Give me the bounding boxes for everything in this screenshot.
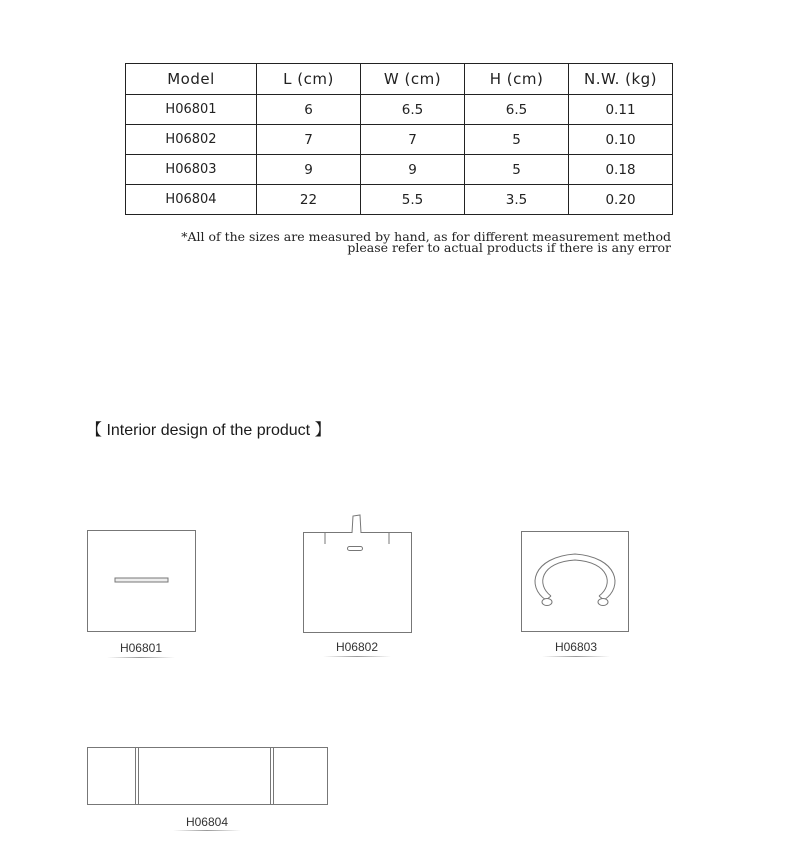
product-image-h06801: [87, 530, 196, 632]
cell-model: H06804: [126, 185, 257, 215]
section-title: 【 Interior design of the product 】: [86, 422, 331, 439]
cell-net-weight: 0.10: [569, 125, 673, 155]
cell-net-weight: 0.18: [569, 155, 673, 185]
pendant-hook-insert-icon: [300, 512, 414, 634]
column-header-net-weight: N.W. (kg): [569, 64, 673, 95]
column-header-height: H (cm): [465, 64, 569, 95]
cell-width: 9: [361, 155, 465, 185]
product-caption-h06803: H06803: [554, 640, 598, 654]
product-caption-h06804: H06804: [185, 815, 229, 829]
cell-height: 5: [465, 125, 569, 155]
cell-width: 7: [361, 125, 465, 155]
cell-length: 6: [257, 95, 361, 125]
table-row: [126, 125, 673, 155]
caption-underline: [107, 657, 175, 658]
column-header-length: L (cm): [257, 64, 361, 95]
column-header-model: Model: [126, 64, 257, 95]
measurement-note: [181, 231, 671, 253]
caption-underline: [173, 830, 241, 831]
cell-width: 5.5: [361, 185, 465, 215]
cell-length: 9: [257, 155, 361, 185]
table-header-row: [126, 64, 673, 95]
ring-slot-insert-icon: [88, 531, 195, 631]
table-row: [126, 95, 673, 125]
caption-underline: [323, 656, 391, 657]
bracelet-pillow-insert-icon: [86, 746, 329, 807]
column-header-width: W (cm): [361, 64, 465, 95]
cell-model: H06801: [126, 95, 257, 125]
cell-width: 6.5: [361, 95, 465, 125]
cell-length: 7: [257, 125, 361, 155]
cell-length: 22: [257, 185, 361, 215]
cell-net-weight: 0.20: [569, 185, 673, 215]
product-caption-h06802: H06802: [335, 640, 379, 654]
cell-height: 6.5: [465, 95, 569, 125]
cell-model: H06802: [126, 125, 257, 155]
caption-underline: [542, 656, 610, 657]
spec-table: [125, 63, 673, 215]
product-image-h06803: [521, 531, 629, 632]
table-row: [126, 185, 673, 215]
measurement-note-line-2: please refer to actual products if there is any error: [347, 240, 671, 255]
bangle-insert-icon: [522, 532, 628, 631]
cell-height: 3.5: [465, 185, 569, 215]
table-row: [126, 155, 673, 185]
cell-net-weight: 0.11: [569, 95, 673, 125]
measurement-note-line-1: *All of the sizes are measured by hand, as for different measurement method: [181, 229, 671, 244]
cell-height: 5: [465, 155, 569, 185]
product-caption-h06801: H06801: [119, 641, 163, 655]
cell-model: H06803: [126, 155, 257, 185]
